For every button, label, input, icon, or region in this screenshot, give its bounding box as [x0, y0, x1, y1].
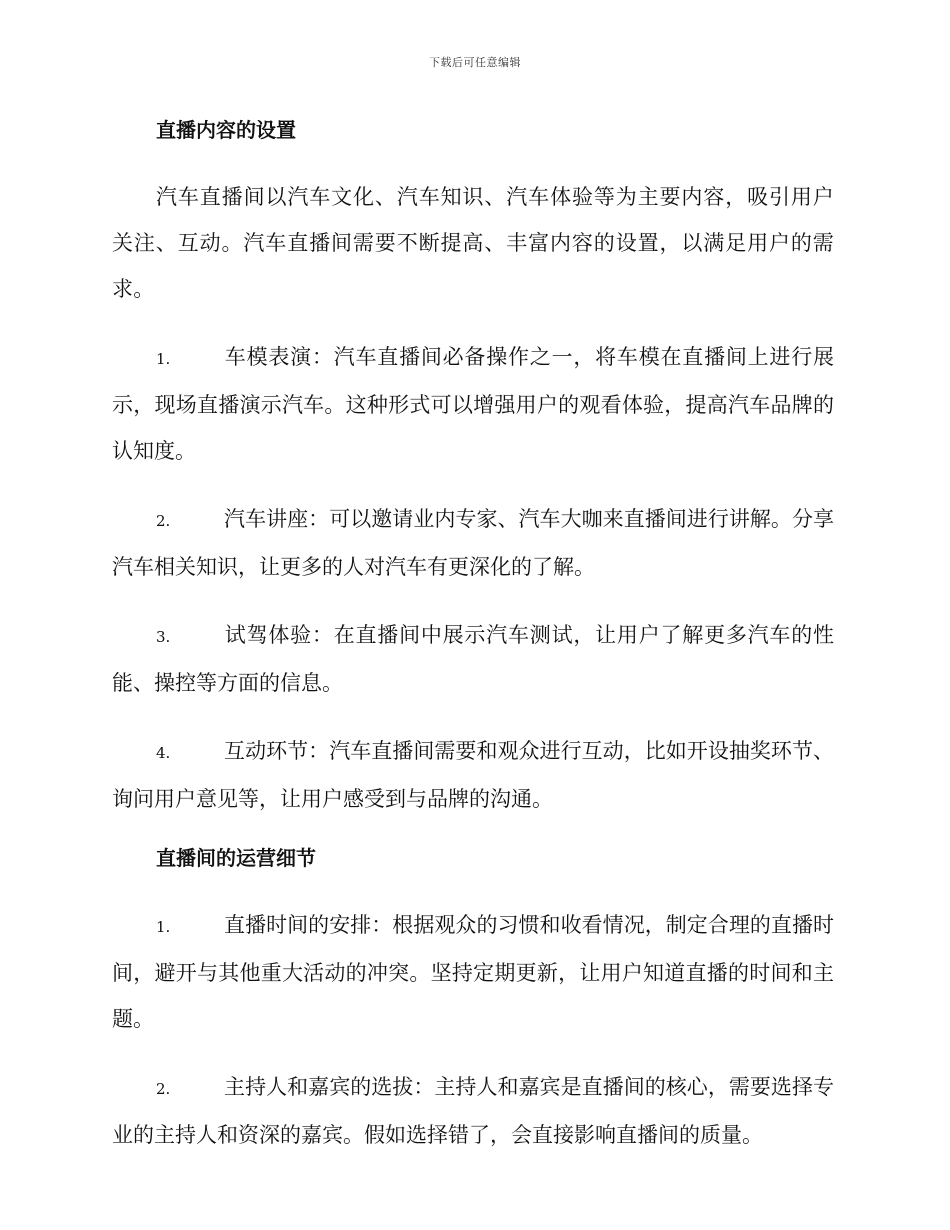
list-item-text: 汽车讲座：可以邀请业内专家、汽车大咖来直播间进行讲解。分享汽车相关知识，让更多的人对汽车有更深化的了解。 — [112, 507, 834, 579]
section-title-content-setup: 直播内容的设置 — [156, 118, 296, 142]
list-item-text: 试驾体验：在直播间中展示汽车测试，让用户了解更多汽车的性能、操控等方面的信息。 — [112, 623, 834, 695]
header-note: 下载后可任意编辑 — [429, 56, 521, 69]
section-title-operation-details: 直播间的运营细节 — [156, 846, 316, 870]
section-intro-paragraph: 汽车直播间以汽车文化、汽车知识、汽车体验等为主要内容，吸引用户关注、互动。汽车直播间需要不断提高、丰富内容的设置，以满足用户的需求。 — [112, 185, 834, 301]
list-item-number: 2. — [156, 512, 171, 530]
list-item — [112, 612, 834, 706]
list-item — [112, 1064, 834, 1158]
list-item — [112, 334, 834, 474]
list-item-number: 4. — [156, 744, 171, 762]
list-item — [112, 902, 834, 1042]
list-item-number: 3. — [156, 628, 171, 646]
list-item-number: 2. — [156, 1080, 171, 1098]
list-item-text: 车模表演：汽车直播间必备操作之一，将车模在直播间上进行展示，现场直播演示汽车。这种形式可以增强用户的观看体验，提高汽车品牌的认知度。 — [112, 345, 834, 463]
list-item-text: 主持人和嘉宾的选拔：主持人和嘉宾是直播间的核心，需要选择专业的主持人和资深的嘉宾。假如选择错了，会直接影响直播间的质量。 — [112, 1075, 834, 1147]
list-item — [112, 496, 834, 590]
document-body — [112, 116, 834, 1180]
list-item-text: 互动环节：汽车直播间需要和观众进行互动，比如开设抽奖环节、询问用户意见等，让用户感受到与品牌的沟通。 — [112, 739, 834, 811]
list-item-number: 1. — [156, 350, 171, 368]
list-item-number: 1. — [156, 918, 171, 936]
list-item — [112, 728, 834, 822]
list-item-text: 直播时间的安排：根据观众的习惯和收看情况，制定合理的直播时间，避开与其他重大活动的冲突。坚持定期更新，让用户知道直播的时间和主题。 — [112, 913, 834, 1031]
